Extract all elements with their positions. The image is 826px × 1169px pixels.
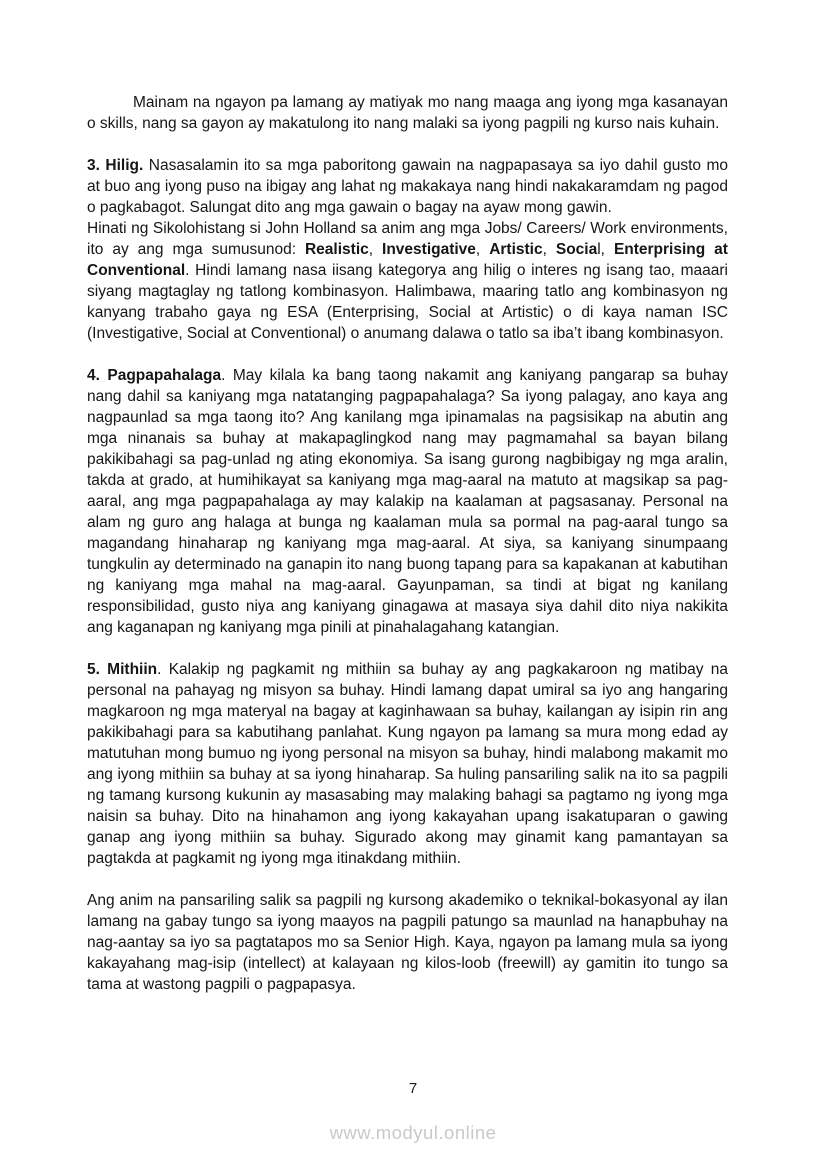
- bold-text: 4. Pagpapahalaga: [87, 367, 222, 384]
- bold-text: Enterprising at Conventional: [87, 241, 728, 279]
- body-text: . Kalakip ng pagkamit ng mithiin sa buhay ay ang pagkakaroon ng matibay na personal na pahayag ng misyon sa buhay. Hindi lamang dapat umiral sa iyo ang hangaring magkaroon ng mga materyal na bagay at kaginhawaan sa buhay, kailangan ay isipin rin ang pakikibahagi para sa kabutihang panlahat. Kung ngayon pa lamang sa mura mong edad ay matutuhan mong bumuo ng iyong personal na misyon sa buhay, hindi malabong makamit mo ang iyong mithiin sa buhay at sa iyong hinaharap. Sa huling pansariling salik na ito sa pagpili ng tamang kursong kukunin ay masasabing may malaking bahagi sa pagtamo ng iyong mga naisin sa buhay. Dito na hinahamon ang iyong kakayahan upang isakatuparan o gawing ganap ang iyong mithiin sa buhay. Sigurado akong may ginamit kang pamantayan sa pagtakda at pagkamit ng iyong mga itinakdang mithiin.: [87, 661, 728, 867]
- body-text: l,: [597, 241, 614, 258]
- bold-text: Investigative: [382, 241, 476, 258]
- body-text: Mainam na ngayon pa lamang ay matiyak mo nang maaga ang iyong mga kasanayan o skills, nang sa gayon ay makatulong ito nang malaki sa iyong pagpili ng kurso nais kuhain.: [87, 94, 728, 132]
- body-text: . Hindi lamang nasa iisang kategorya ang hilig o interes ng isang tao, maaari siyang magtaglay ng tatlong kombinasyon. Halimbawa, maaring tatlo ang kombinasyon ng kanyang trabaho gaya ng ESA (Enterprising, Social at Artistic) o di kaya naman ISC (Investigative, Social at Conventional) o anumang dalawa o tatlo sa iba’t ibang kombinasyon.: [87, 262, 728, 342]
- bold-text: 5. Mithiin: [87, 661, 158, 678]
- paragraph: [87, 659, 728, 869]
- paragraph: [87, 365, 728, 638]
- body-text: Nasasalamin ito sa mga paboritong gawain na nagpapasaya sa iyo dahil gusto mo at buo ang iyong puso na ibigay ang lahat ng makakaya nang hindi nakakaramdam ng pagod o pagkabagot. Salungat dito ang mga gawain o bagay na ayaw mong gawin.: [87, 157, 728, 216]
- paragraph: [87, 218, 728, 344]
- body-text: ,: [368, 241, 383, 258]
- bold-text: Artistic: [489, 241, 543, 258]
- document-body: [87, 92, 728, 995]
- page-number: 7: [408, 1080, 418, 1097]
- body-text: ,: [475, 241, 490, 258]
- body-text: Hinati ng Sikolohistang si John Holland sa anim ang mga Jobs/ Careers/ Work environments, ito ay ang mga sumusunod:: [87, 220, 728, 258]
- paragraph: [87, 890, 728, 995]
- body-text: ,: [542, 241, 556, 258]
- bold-text: Socia: [555, 241, 598, 258]
- bold-text: Realistic: [304, 241, 369, 258]
- paragraph: [87, 92, 728, 134]
- watermark: www.modyul.online: [329, 1122, 497, 1143]
- paragraph: [87, 155, 728, 218]
- body-text: Ang anim na pansariling salik sa pagpili ng kursong akademiko o teknikal-bokasyonal ay ilan lamang na gabay tungo sa iyong maayos na pagpili patungo sa maunlad na hanapbuhay na nag-aantay sa iyo sa pagtatapos mo sa Senior High. Kaya, ngayon pa lamang mula sa iyong kakayahang mag-isip (intellect) at kalayaan ng kilos-loob (freewill) ay gamitin ito tungo sa tama at wastong pagpili o pagpapasya.: [87, 892, 728, 993]
- bold-text: 3. Hilig.: [87, 157, 144, 174]
- body-text: . May kilala ka bang taong nakamit ang kaniyang pangarap sa buhay nang dahil sa kaniyang mga natatanging pagpapahalaga? Sa iyong palagay, ano kaya ang nagpaunlad sa mga taong ito? Ang kanilang mga ipinamalas na pagsisikap na abutin ang mga ninanais sa buhay at makapaglingkod nang may pagmamahal sa bayan bilang pakikibahagi sa pag-unlad ng ating ekonomiya. Sa isang gurong nagbibigay ng mga aralin, takda at grado, at humihikayat sa kaniyang mga mag-aaral na matuto at magsikap sa pag-aaral, ang mga pagpapahalaga ay may kalakip na kaalaman at pagsasanay. Personal na alam ng guro ang halaga at bunga ng kaalaman mula sa pormal na pag-aaral tungo sa magandang hinaharap ng kaniyang mga mag-aaral. At siya, sa kaniyang sinumpaang tungkulin ay determinado na ganapin ito nang buong tapang para sa kapakanan at kabutihan ng kaniyang mga mahal na mag-aaral. Gayunpaman, sa tindi at bigat ng kanilang responsibilidad, gusto niya ang kaniyang ginagawa at masaya siya dahil dito niya nakikita ang kaganapan ng kaniyang mga pinili at pinahalagahang katangian.: [87, 367, 728, 636]
